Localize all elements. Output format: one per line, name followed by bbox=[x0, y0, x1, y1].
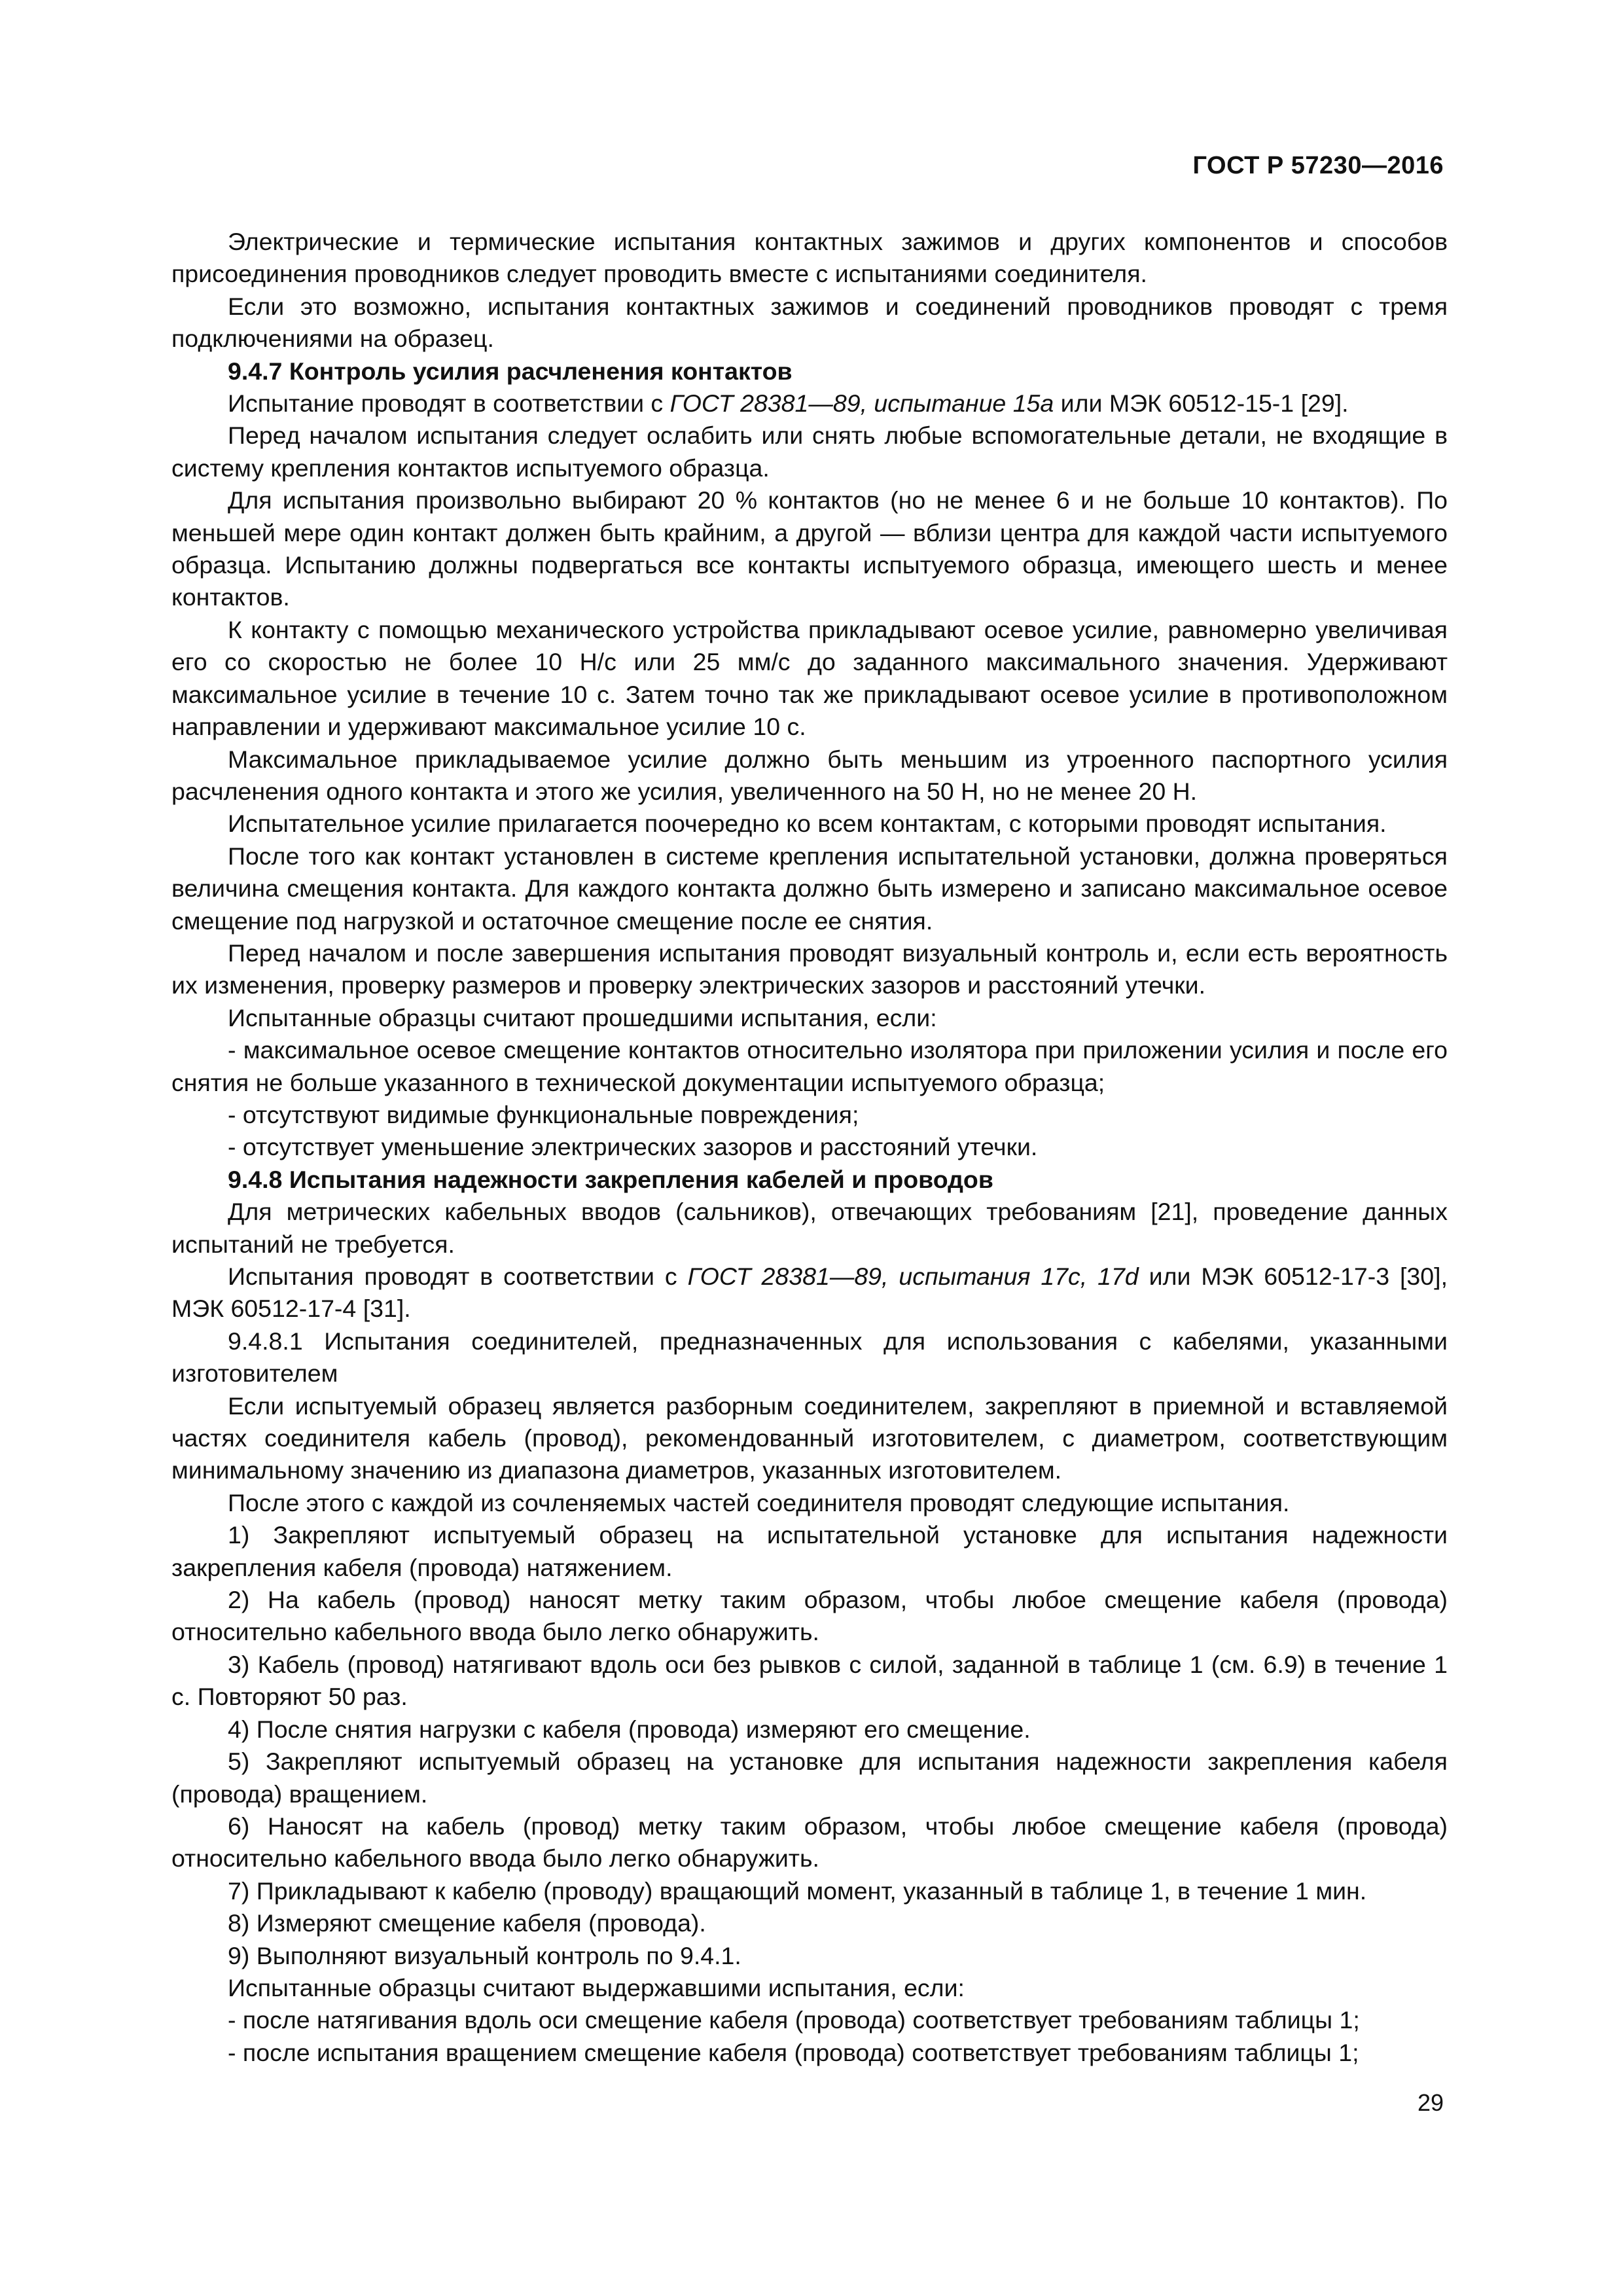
paragraph: Испытанные образцы считают прошедшими испытания, если: bbox=[228, 1003, 937, 1031]
numbered-step: 3) Кабель (провод) натягивают вдоль оси без рывков с силой, заданной в таблице 1 (см. 6.9) в течение 1 с. Повторяют 50 раз. bbox=[171, 1650, 1448, 1711]
numbered-step: 2) На кабель (провод) наносят метку таким образом, чтобы любое смещение кабеля (провода) относительно кабельного ввода было легко обнаружить. bbox=[171, 1586, 1448, 1646]
paragraph: Если испытуемый образец является разборным соединителем, закрепляют в приемной и вставляемой частях соединителя кабель (провод), рекомендованный изготовителем, с диаметром, соответствующим минимальному значению из диапазона диаметров, указанных изготовителем. bbox=[171, 1391, 1448, 1484]
text-run: Испытание проводят в соответствии с bbox=[228, 389, 670, 418]
document-body bbox=[171, 226, 1448, 2069]
paragraph bbox=[171, 387, 1448, 420]
list-item: - после натягивания вдоль оси смещение кабеля (провода) соответствует требованиям таблицы 1; bbox=[228, 2006, 1360, 2034]
paragraph: Для испытания произвольно выбирают 20 % контактов (но не менее 6 и не больше 10 контактов). По меньшей мере один контакт должен быть крайним, а другой — вблизи центра для каждой части испытуемого образца. Испытанию должны подвергаться все контакты испытуемого образца, имеющего шесть и менее контактов. bbox=[171, 486, 1448, 611]
paragraph: После этого с каждой из сочленяемых частей соединителя проводят следующие испытания. bbox=[228, 1488, 1290, 1516]
list-item: - после испытания вращением смещение кабеля (провода) соответствует требованиям таблицы 1; bbox=[228, 2038, 1359, 2066]
text-run: или МЭК 60512-15-1 [29]. bbox=[1054, 389, 1349, 418]
standard-reference: ГОСТ 28381—89, испытания 17c, 17d bbox=[687, 1263, 1139, 1290]
paragraph: Перед началом и после завершения испытания проводят визуальный контроль и, если есть вероятность их изменения, проверку размеров и проверку электрических зазоров и расстояний утечки. bbox=[171, 939, 1448, 999]
paragraph: Для метрических кабельных вводов (сальников), отвечающих требованиям [21], проведение данных испытаний не требуется. bbox=[171, 1198, 1448, 1258]
list-item: - максимальное осевое смещение контактов относительно изолятора при приложении усилия и после его снятия не больше указанного в технической документации испытуемого образца; bbox=[171, 1036, 1448, 1096]
paragraph: Если это возможно, испытания контактных зажимов и соединений проводников проводят с тремя подключениями на образец. bbox=[171, 292, 1448, 353]
paragraph: Максимальное прикладываемое усилие должно быть меньшим из утроенного паспортного усилия расчленения одного контакта и этого же усилия, увеличенного на 50 Н, но не менее 20 Н. bbox=[171, 745, 1448, 805]
paragraph: Испытанные образцы считают выдержавшими испытания, если: bbox=[228, 1973, 965, 2001]
numbered-step: 9) Выполняют визуальный контроль по 9.4.1. bbox=[228, 1941, 741, 1969]
numbered-step: 5) Закрепляют испытуемый образец на установке для испытания надежности закрепления кабеля (провода) вращением. bbox=[171, 1748, 1448, 1808]
paragraph: Электрические и термические испытания контактных зажимов и других компонентов и способов присоединения проводников следует проводить вместе с испытаниями соединителя. bbox=[171, 228, 1448, 288]
text-run: или МЭК 60512-17-3 [30], МЭК 60512-17-4 [31]. bbox=[171, 1263, 1448, 1323]
paragraph: Испытательное усилие прилагается поочередно ко всем контактам, с которыми проводят испытания. bbox=[228, 810, 1387, 838]
section-heading-9-4-7: 9.4.7 Контроль усилия расчленения контактов bbox=[228, 357, 793, 385]
paragraph: Перед началом испытания следует ослабить или снять любые вспомогательные детали, не входящие в систему крепления контактов испытуемого образца. bbox=[171, 422, 1448, 482]
text-run: Испытания проводят в соответствии с bbox=[228, 1263, 688, 1290]
numbered-step: 7) Прикладывают к кабелю (проводу) вращающий момент, указанный в таблице 1, в течение 1 мин. bbox=[228, 1876, 1367, 1905]
document-code: ГОСТ Р 57230—2016 bbox=[1192, 152, 1444, 179]
subsection-heading-9-4-8-1: 9.4.8.1 Испытания соединителей, предназначенных для использования с кабелями, указанными изготовителем bbox=[171, 1327, 1448, 1388]
page-number: 29 bbox=[1417, 2089, 1444, 2116]
numbered-step: 1) Закрепляют испытуемый образец на испытательной установке для испытания надежности закрепления кабеля (провода) натяжением. bbox=[171, 1521, 1448, 1581]
paragraph: После того как контакт установлен в системе крепления испытательной установки, должна проверяться величина смещения контакта. Для каждого контакта должно быть измерено и записано максимальное осевое смещение под нагрузкой и остаточное смещение после ее снятия. bbox=[171, 842, 1448, 935]
numbered-step: 4) После снятия нагрузки с кабеля (провода) измеряют его смещение. bbox=[228, 1715, 1031, 1743]
paragraph bbox=[171, 1261, 1448, 1325]
list-item: - отсутствуют видимые функциональные повреждения; bbox=[228, 1100, 859, 1128]
list-item: - отсутствует уменьшение электрических зазоров и расстояний утечки. bbox=[228, 1133, 1038, 1161]
standard-reference: ГОСТ 28381—89, испытание 15a bbox=[669, 389, 1054, 418]
paragraph: К контакту с помощью механического устройства прикладывают осевое усилие, равномерно увеличивая его со скоростью не более 10 Н/с или 25 мм/с до заданного максимального значения. Удерживают максимальное усилие в течение 10 с. Затем точно так же прикладывают осевое усилие в противоположном направлении и удерживают максимальное усилие 10 с. bbox=[171, 615, 1448, 741]
numbered-step: 8) Измеряют смещение кабеля (провода). bbox=[228, 1909, 706, 1937]
numbered-step: 6) Наносят на кабель (провод) метку таким образом, чтобы любое смещение кабеля (провода) относительно кабельного ввода было легко обнаружить. bbox=[171, 1812, 1448, 1873]
section-heading-9-4-8: 9.4.8 Испытания надежности закрепления кабелей и проводов bbox=[228, 1165, 993, 1193]
